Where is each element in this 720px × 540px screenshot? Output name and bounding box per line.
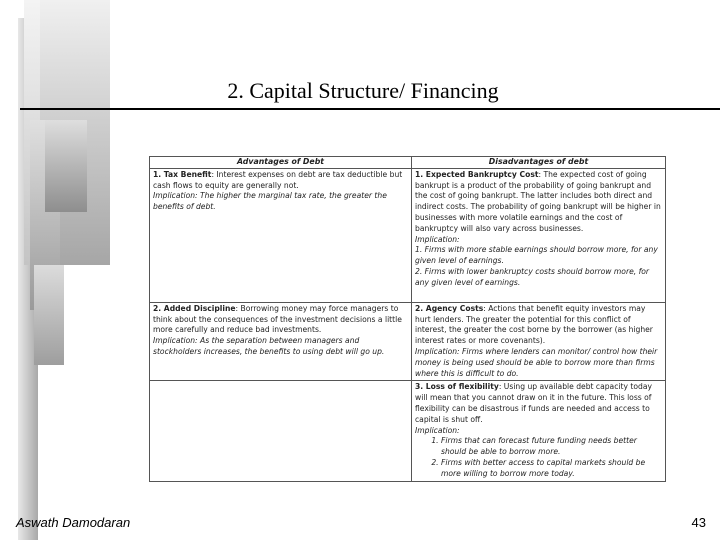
implication-item: 2. Firms with lower bankruptcy costs should borrow more, for any given level of earnings. xyxy=(415,266,650,287)
cell-body: : Using up available debt capacity today will mean that you cannot draw on it in the future. This loss of flexibility can be disastrous if funds are needed and access to capital is shut off. xyxy=(415,382,652,424)
cell-loss-of-flexibility xyxy=(412,381,666,481)
implication-item: 1. Firms with more stable earnings should borrow more, for any given level of earnings. xyxy=(415,245,658,266)
header-disadvantages: Disadvantages of debt xyxy=(412,157,666,169)
cell-heading: 2. Added Discipline xyxy=(153,303,236,313)
table-row xyxy=(150,381,666,481)
cell-implication: Implication: The higher the marginal tax rate, the greater the benefits of debt. xyxy=(153,191,387,212)
author-name: Aswath Damodaran xyxy=(16,515,131,530)
cell-bankruptcy-cost xyxy=(412,168,666,302)
title-rule xyxy=(20,108,720,110)
cell-empty xyxy=(150,381,412,481)
cell-body: : Borrowing money may force managers to think about the consequences of the investment decisions a little more carefully and reduce bad investments. xyxy=(153,303,402,335)
cell-tax-benefit xyxy=(150,168,412,302)
debt-tradeoff-table xyxy=(149,156,666,482)
implication-list xyxy=(415,436,662,479)
decor-bar-6 xyxy=(34,265,64,365)
table-header-row xyxy=(150,157,666,169)
cell-heading: 2. Agency Costs xyxy=(415,303,484,313)
header-advantages: Advantages of Debt xyxy=(150,157,412,169)
cell-body: : Interest expenses on debt are tax deductible but cash flows to equity are generally not. xyxy=(153,169,403,190)
cell-implication: Implication: xyxy=(415,234,460,244)
page-number: 43 xyxy=(691,515,706,530)
cell-heading: 1. Tax Benefit xyxy=(153,169,212,179)
slide-title: 2. Capital Structure/ Financing xyxy=(227,78,499,103)
cell-implication: Implication: Firms where lenders can monitor/ control how their money is being used should be able to borrow more than firms where this is difficult to do. xyxy=(415,346,658,378)
cell-added-discipline xyxy=(150,302,412,381)
table-row xyxy=(150,168,666,302)
decor-bar-5 xyxy=(45,120,87,212)
cell-implication: Implication: xyxy=(415,425,460,435)
implication-item: 1. Firms that can forecast future funding needs better should be able to borrow more. xyxy=(441,436,662,458)
cell-agency-costs xyxy=(412,302,666,381)
cell-heading: 1. Expected Bankruptcy Cost xyxy=(415,169,539,179)
cell-body: : Actions that benefit equity investors may hurt lenders. The greater the potential for this conflict of interest, the greater the cost borne by the borrower (as higher interest rates or more covenants). xyxy=(415,303,653,346)
cell-heading: 3. Loss of flexibility xyxy=(415,382,499,392)
cell-implication: Implication: As the separation between managers and stockholders increases, the benefits to using debt will go up. xyxy=(153,336,385,356)
implication-item: 2. Firms with better access to capital markets should be more willing to borrow more today. xyxy=(441,458,662,480)
table-row xyxy=(150,302,666,381)
cell-body: : The expected cost of going bankrupt is a product of the probability of going bankrupt and the cost of going bankrupt. The latter includes both direct and indirect costs. The probability of going bankrupt will be higher in businesses with more volatile earnings and the cost of bankruptcy will also vary across businesses. xyxy=(415,169,661,233)
